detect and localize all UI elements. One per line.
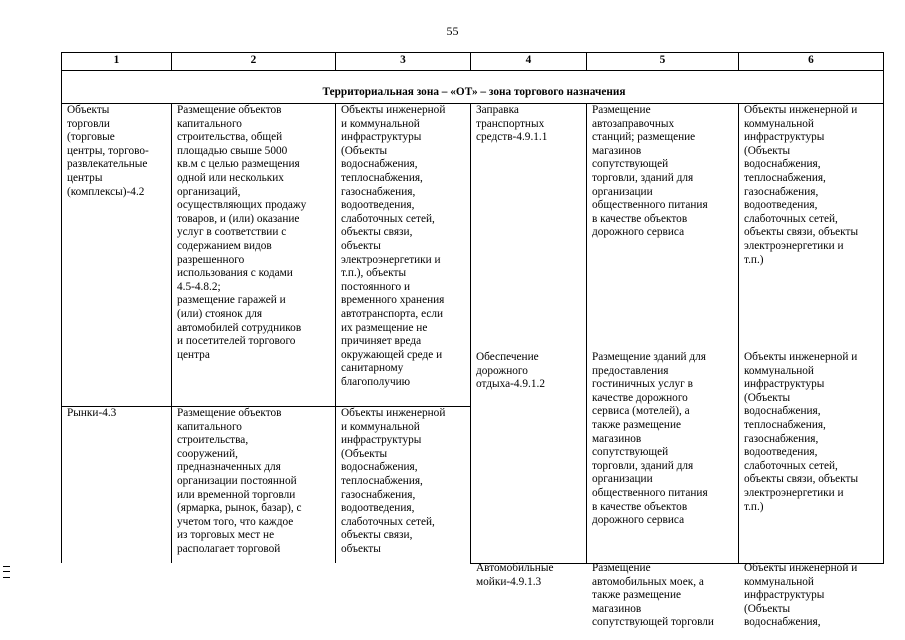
page-number: 55 xyxy=(446,24,459,38)
column-number: 4 xyxy=(471,53,587,71)
conditional-use-type-column xyxy=(471,104,587,588)
column-number: 3 xyxy=(336,53,471,71)
conditional-use-description: Размещение автомобильных моек, а также размещение магазинов сопутствующей торговли xyxy=(592,562,714,629)
column-number: 5 xyxy=(587,53,739,71)
zone-title: Территориальная зона – «ОТ» – зона торгового назначения xyxy=(62,71,884,104)
table-row xyxy=(62,104,884,407)
column-number: 2 xyxy=(172,53,336,71)
conditional-use-description: Размещение автозаправочных станций; размещение магазинов сопутствующей торговли, зданий для организации общественного питания в качестве объектов дорожного сервиса xyxy=(592,104,708,239)
use-type-cell: Объекты торговли (торговые центры, торгово- развлекательные центры (комплексы)-4.2 xyxy=(62,104,172,407)
conditional-use-description: Размещение зданий для предоставления гостиничных услуг в качестве дорожного сервиса (мотелей), а также размещение магазинов сопутствующей торговли, зданий для организации общественного питания в качестве объектов дорожного сервиса xyxy=(592,351,708,527)
margin-mark xyxy=(3,566,10,578)
use-description-cell: Размещение объектов капитального строительства, общей площадью свыше 5000 кв.м с целью размещения одной или нескольких организаций, осуществляющих продажу товаров, и (или) оказание услуг в соответствии с содержанием видов разрешенного использования с кодами 4.5-4.8.2; размещение гаражей и (или) стоянок для автомобилей сотрудников и посетителей торгового центра xyxy=(172,104,336,407)
zone-title-row xyxy=(62,71,884,104)
conditional-use-description-column xyxy=(587,104,739,629)
auxiliary-use-cell: Объекты инженерной и коммунальной инфраструктуры (Объекты водоснабжения, теплоснабжения, газоснабжения, водоотведения, слаботочных сетей, объекты связи, объекты xyxy=(336,407,471,564)
conditional-auxiliary-use: Объекты инженерной и коммунальной инфраструктуры (Объекты водоснабжения, теплоснабжения, газоснабжения, водоотведения, слаботочных сетей, объекты связи, объекты электроэнергетики и т.п.) xyxy=(744,351,859,513)
use-type-cell: Рынки-4.3 xyxy=(62,407,172,564)
conditional-auxiliary-use: Объекты инженерной и коммунальной инфраструктуры (Объекты водоснабжения, теплоснабжения, газоснабжения, водоотведения, слаботочных сетей, объекты связи, объекты электроэнергетики и т.п.) xyxy=(744,104,859,266)
conditional-auxiliary-use: Объекты инженерной и коммунальной инфраструктуры (Объекты водоснабжения, xyxy=(744,562,858,629)
use-description-cell: Размещение объектов капитального строительства, сооружений, предназначенных для организации постоянной или временной торговли (ярмарка, рынок, базар), с учетом того, что каждое из торговых мест не располагает торговой xyxy=(172,407,336,564)
conditional-use-type: Заправка транспортных средств-4.9.1.1 xyxy=(476,104,548,144)
column-number-row xyxy=(62,53,884,71)
column-number: 1 xyxy=(62,53,172,71)
zoning-table xyxy=(61,52,883,629)
column-number: 6 xyxy=(739,53,884,71)
auxiliary-use-cell: Объекты инженерной и коммунальной инфраструктуры (Объекты водоснабжения, теплоснабжения, газоснабжения, водоотведения, слаботочных сетей, объекты связи, объекты электроэнергетики и т.п.), объекты постоянного и временного хранения автотранспорта, если их размещение не причиняет вреда окружающей среде и санитарному благополучию xyxy=(336,104,471,407)
conditional-use-type: Автомобильные мойки-4.9.1.3 xyxy=(476,562,554,588)
conditional-auxiliary-use-column xyxy=(739,104,884,629)
conditional-use-type: Обеспечение дорожного отдыха-4.9.1.2 xyxy=(476,351,545,391)
